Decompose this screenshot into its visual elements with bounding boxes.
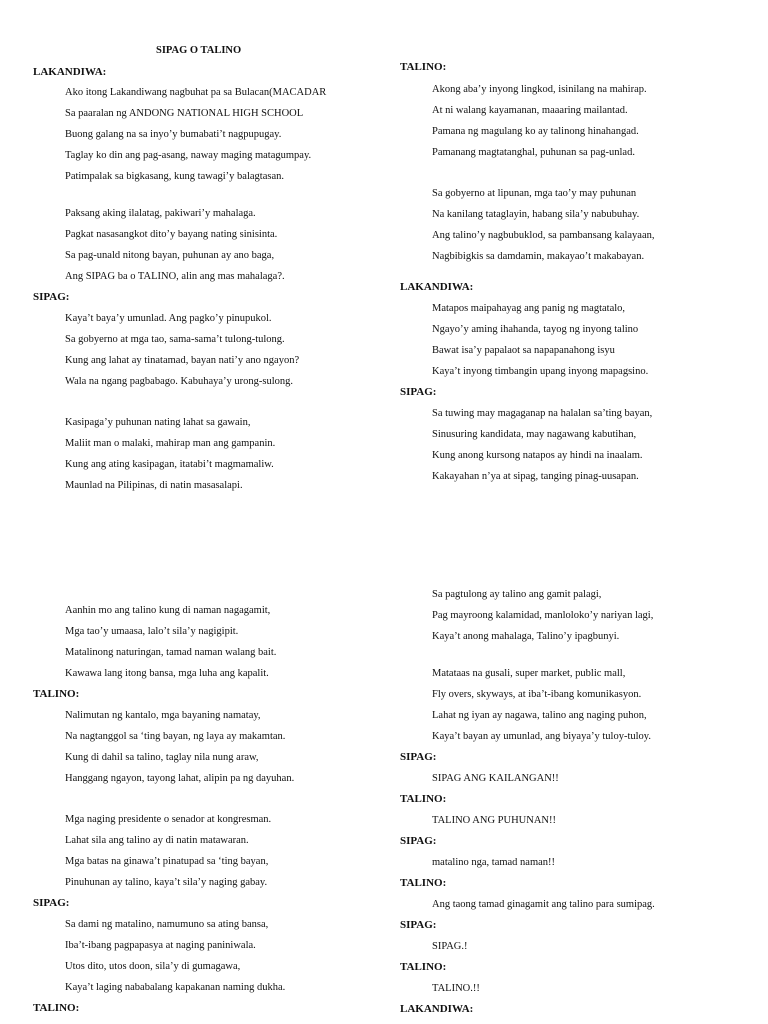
verse-line: Sa paaralan ng ANDONG NATIONAL HIGH SCHOOL [65,108,304,119]
verse-line: SIPAG ANG KAILANGAN!! [432,773,559,784]
verse-line: Kasipaga’y puhunan nating lahat sa gawain, [65,417,251,428]
verse-line: Nalimutan ng kantalo, mga bayaning namatay, [65,710,261,721]
verse-line: Kawawa lang itong bansa, mga luha ang kapalit. [65,668,269,679]
verse-line: Ang taong tamad ginagamit ang talino para sumipag. [432,899,655,910]
verse-line: Sinusuring kandidata, may nagawang kabutihan, [432,429,637,440]
verse-line: Ako itong Lakandiwang nagbuhat pa sa Bulacan(MACADAR [65,87,327,98]
verse-line: Fly overs, skyways, at iba’t-ibang komunikasyon. [432,689,642,700]
speaker-label: SIPAG: [400,835,437,847]
speaker-label: SIPAG: [400,919,437,931]
speaker-label: LAKANDIWA: [400,1003,474,1015]
verse-line: Lahat ng iyan ay nagawa, talino ang naging puhon, [432,710,647,721]
speaker-label: LAKANDIWA: [33,66,107,78]
verse-line: Sa pagtulong ay talino ang gamit palagi, [432,589,602,600]
verse-line: Kung ang lahat ay tinatamad, bayan nati’y ano ngayon? [65,355,300,366]
verse-line: Mga naging presidente o senador at kongresman. [65,814,272,825]
verse-line: matalino nga, tamad naman!! [432,857,556,868]
verse-line: Bawat isa’y papalaot sa napapanahong isyu [432,345,615,356]
verse-line: Matataas na gusali, super market, public mall, [432,668,626,679]
speaker-label: TALINO: [400,793,447,805]
verse-line: Pagkat nasasangkot dito’y bayang nating sinisinta. [65,229,278,240]
verse-line: Paksang aking ilalatag, pakiwari’y mahalaga. [65,208,256,219]
speaker-label: TALINO: [400,877,447,889]
verse-line: Na nagtanggol sa ‘ting bayan, ng laya ay makamtan. [65,731,286,742]
speaker-label: TALINO: [400,961,447,973]
verse-line: Kakayahan n’ya at sipag, tanging pinag-uusapan. [432,471,639,482]
verse-line: Kaya’t anong mahalaga, Talino’y ipagbunyi. [432,631,620,642]
verse-line: Kaya’t bayan ay umunlad, ang biyaya’y tuloy-tuloy. [432,731,651,742]
speaker-label: SIPAG: [33,897,70,909]
verse-line: Hanggang ngayon, tayong lahat, alipin pa ng dayuhan. [65,773,295,784]
speaker-label: SIPAG: [400,386,437,398]
verse-line: Utos dito, utos doon, sila’y di gumagawa, [65,961,241,972]
verse-line: Maliit man o malaki, mahirap man ang gampanin. [65,438,276,449]
verse-line: Patimpalak sa bigkasang, kung tawagi’y balagtasan. [65,171,284,182]
verse-line: Wala na ngang pagbabago. Kabuhaya’y urong-sulong. [65,376,294,387]
speaker-label: TALINO: [400,61,447,73]
verse-line: Sa dami ng matalino, namumuno sa ating bansa, [65,919,269,930]
verse-line: Taglay ko din ang pag-asang, naway maging matagumpay. [65,150,312,161]
verse-line: Ngayo’y aming ihahanda, tayog ng inyong talino [432,324,639,335]
verse-line: Pinuhunan ay talino, kaya’t sila’y naging gabay. [65,877,268,888]
verse-line: Kung anong kursong natapos ay hindi na inaalam. [432,450,643,461]
verse-line: Akong aba’y inyong lingkod, isinilang na mahirap. [432,84,647,95]
verse-line: Kung di dahil sa talino, taglay nila nung araw, [65,752,259,763]
verse-line: Maunlad na Pilipinas, di natin masasalapi. [65,480,243,491]
poem-title: SIPAG O TALINO [156,45,242,56]
verse-line: Nagbibigkis sa damdamin, makayao’t makabayan. [432,251,645,262]
verse-line: Kung ang ating kasipagan, itatabi’t magmamaliw. [65,459,274,470]
verse-line: Sa gobyerno at lipunan, mga tao’y may puhunan [432,188,637,199]
verse-line: Iba’t-ibang pagpapasya at naging paniniwala. [65,940,256,951]
verse-line: Ang talino’y nagbubuklod, sa pambansang kalayaan, [432,230,655,241]
verse-line: Mga batas na ginawa’t pinatupad sa ‘ting bayan, [65,856,269,867]
verse-line: SIPAG.! [432,941,468,952]
verse-line: Mga tao’y umaasa, lalo’t sila’y nagigipit. [65,626,239,637]
speaker-label: TALINO: [33,1002,80,1014]
verse-line: Pamana ng magulang ko ay talinong hinahangad. [432,126,639,137]
verse-line: Kaya’t laging nababalang kapakanan naming dukha. [65,982,286,993]
verse-line: At ni walang kayamanan, maaaring mailantad. [432,105,628,116]
verse-line: Buong galang na sa inyo’y bumabati’t nagpupugay. [65,129,282,140]
verse-line: Ang SIPAG ba o TALINO, alin ang mas mahalaga?. [65,271,285,282]
verse-line: Pamanang magtatanghal, puhunan sa pag-unlad. [432,147,635,158]
verse-line: Kaya’t baya’y umunlad. Ang pagko’y pinupukol. [65,313,272,324]
verse-line: TALINO ANG PUHUNAN!! [432,815,556,826]
verse-line: Aanhin mo ang talino kung di naman nagagamit, [65,605,271,616]
verse-line: Lahat sila ang talino ay di natin matawaran. [65,835,249,846]
verse-line: Sa tuwing may magaganap na halalan sa’ting bayan, [432,408,653,419]
verse-line: Pag mayroong kalamidad, manloloko’y nariyan lagi, [432,610,654,621]
verse-line: Matalinong naturingan, tamad naman walang bait. [65,647,277,658]
speaker-label: LAKANDIWA: [400,281,474,293]
speaker-label: SIPAG: [33,291,70,303]
verse-line: Na kanilang tataglayin, habang sila’y nabubuhay. [432,209,640,220]
speaker-label: SIPAG: [400,751,437,763]
verse-line: Sa pag-unald nitong bayan, puhunan ay ano baga, [65,250,275,261]
verse-line: TALINO.!! [432,983,480,994]
verse-line: Sa gobyerno at mga tao, sama-sama’t tulong-tulong. [65,334,285,345]
speaker-label: TALINO: [33,688,80,700]
verse-line: Kaya’t inyong timbangin upang inyong mapagsino. [432,366,649,377]
verse-line: Matapos maipahayag ang panig ng magtatalo, [432,303,626,314]
